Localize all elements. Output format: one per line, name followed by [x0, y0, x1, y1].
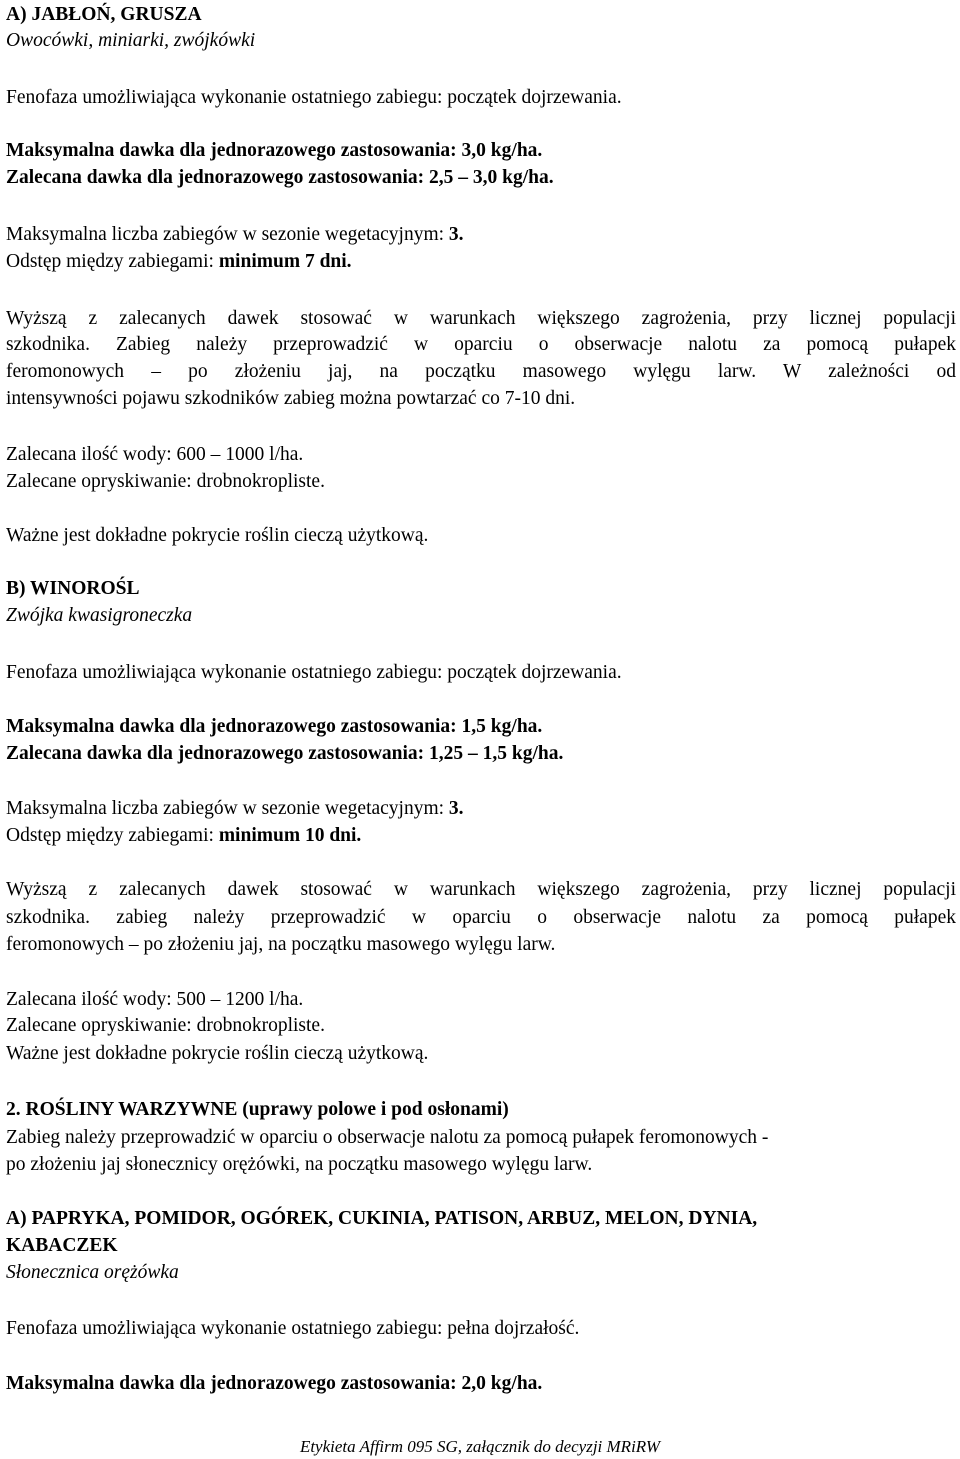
section-b-rec-dose: Zalecana dawka dla jednorazowego zastosowania: 1,25 – 1,5 kg/ha. [6, 743, 564, 764]
section-2-intro-line: po złożeniu jaj słonecznicy orężówki, na początku masowego wylęgu larw. [6, 1154, 593, 1175]
section-b-water: Zalecana ilość wody: 500 – 1200 l/ha. [6, 989, 304, 1010]
section-b-para-line: szkodnika. zabieg należy przeprowadzić w oparciu o obserwacje nalotu za pomocą pułapek [6, 907, 956, 928]
page-footer: Etykieta Affirm 095 SG, załącznik do decyzji MRiRW [299, 1437, 661, 1456]
section-b-max-treatments [6, 796, 464, 822]
max-treatments-value: 3. [448, 224, 464, 245]
section-a-interval [6, 249, 352, 275]
section-a-spraying: Zalecane opryskiwanie: drobnokropliste. [6, 471, 325, 492]
section-b-heading: B) WINOROŚL [6, 578, 140, 599]
section-a-para-line: feromonowych – po złożeniu jaj, na początku masowego wylęgu larw. W zależności od [6, 361, 956, 382]
section-a-heading: A) JABŁOŃ, GRUSZA [6, 4, 202, 25]
section-b-interval [6, 823, 361, 849]
interval-label: Odstęp między zabiegami: [6, 825, 219, 846]
section-a-phenophase: Fenofaza umożliwiająca wykonanie ostatniego zabiegu: początek dojrzewania. [6, 87, 622, 108]
section-a-para-line: Wyższą z zalecanych dawek stosować w warunkach większego zagrożenia, przy licznej populacji [6, 308, 956, 329]
section-a-pest: Owocówki, miniarki, zwójkówki [6, 30, 256, 51]
section-b-pest: Zwójka kwasigroneczka [6, 605, 193, 626]
section-2a-pest: Słonecznica orężówka [6, 1262, 179, 1283]
section-2a-heading-line: A) PAPRYKA, POMIDOR, OGÓREK, CUKINIA, PATISON, ARBUZ, MELON, DYNIA, [6, 1208, 758, 1229]
interval-value: minimum 7 dni. [218, 251, 352, 272]
section-a-water: Zalecana ilość wody: 600 – 1000 l/ha. [6, 444, 304, 465]
max-treatments-label: Maksymalna liczba zabiegów w sezonie wegetacyjnym: [6, 224, 449, 245]
max-treatments-label: Maksymalna liczba zabiegów w sezonie wegetacyjnym: [6, 798, 449, 819]
section-2a-max-dose: Maksymalna dawka dla jednorazowego zastosowania: 2,0 kg/ha. [6, 1373, 543, 1394]
interval-value: minimum 10 dni. [218, 825, 362, 846]
section-b-max-dose: Maksymalna dawka dla jednorazowego zastosowania: 1,5 kg/ha. [6, 716, 543, 737]
section-2-intro-line: Zabieg należy przeprowadzić w oparciu o obserwacje nalotu za pomocą pułapek feromonowych - [6, 1127, 769, 1148]
section-2a-phenophase: Fenofaza umożliwiająca wykonanie ostatniego zabiegu: pełna dojrzałość. [6, 1318, 580, 1339]
section-a-coverage: Ważne jest dokładne pokrycie roślin cieczą użytkową. [6, 525, 429, 546]
section-a-para-line: szkodnika. Zabieg należy przeprowadzić w oparciu o obserwacje nalotu za pomocą pułapek [6, 334, 956, 355]
section-2-heading: 2. ROŚLINY WARZYWNE (uprawy polowe i pod osłonami) [6, 1099, 509, 1120]
section-a-max-treatments [6, 222, 464, 248]
section-b-phenophase: Fenofaza umożliwiająca wykonanie ostatniego zabiegu: początek dojrzewania. [6, 662, 622, 683]
interval-label: Odstęp między zabiegami: [6, 251, 219, 272]
section-a-max-dose: Maksymalna dawka dla jednorazowego zastosowania: 3,0 kg/ha. [6, 140, 543, 161]
section-a-para-line: intensywności pojawu szkodników zabieg można powtarzać co 7-10 dni. [6, 388, 576, 409]
section-b-para-line: Wyższą z zalecanych dawek stosować w warunkach większego zagrożenia, przy licznej populacji [6, 879, 956, 900]
max-treatments-value: 3. [448, 798, 464, 819]
section-b-para-line: feromonowych – po złożeniu jaj, na początku masowego wylęgu larw. [6, 934, 556, 955]
section-b-spraying: Zalecane opryskiwanie: drobnokropliste. [6, 1015, 325, 1036]
section-a-rec-dose: Zalecana dawka dla jednorazowego zastosowania: 2,5 – 3,0 kg/ha. [6, 167, 554, 188]
section-2a-heading-line: KABACZEK [6, 1235, 118, 1256]
section-b-coverage: Ważne jest dokładne pokrycie roślin cieczą użytkową. [6, 1043, 429, 1064]
